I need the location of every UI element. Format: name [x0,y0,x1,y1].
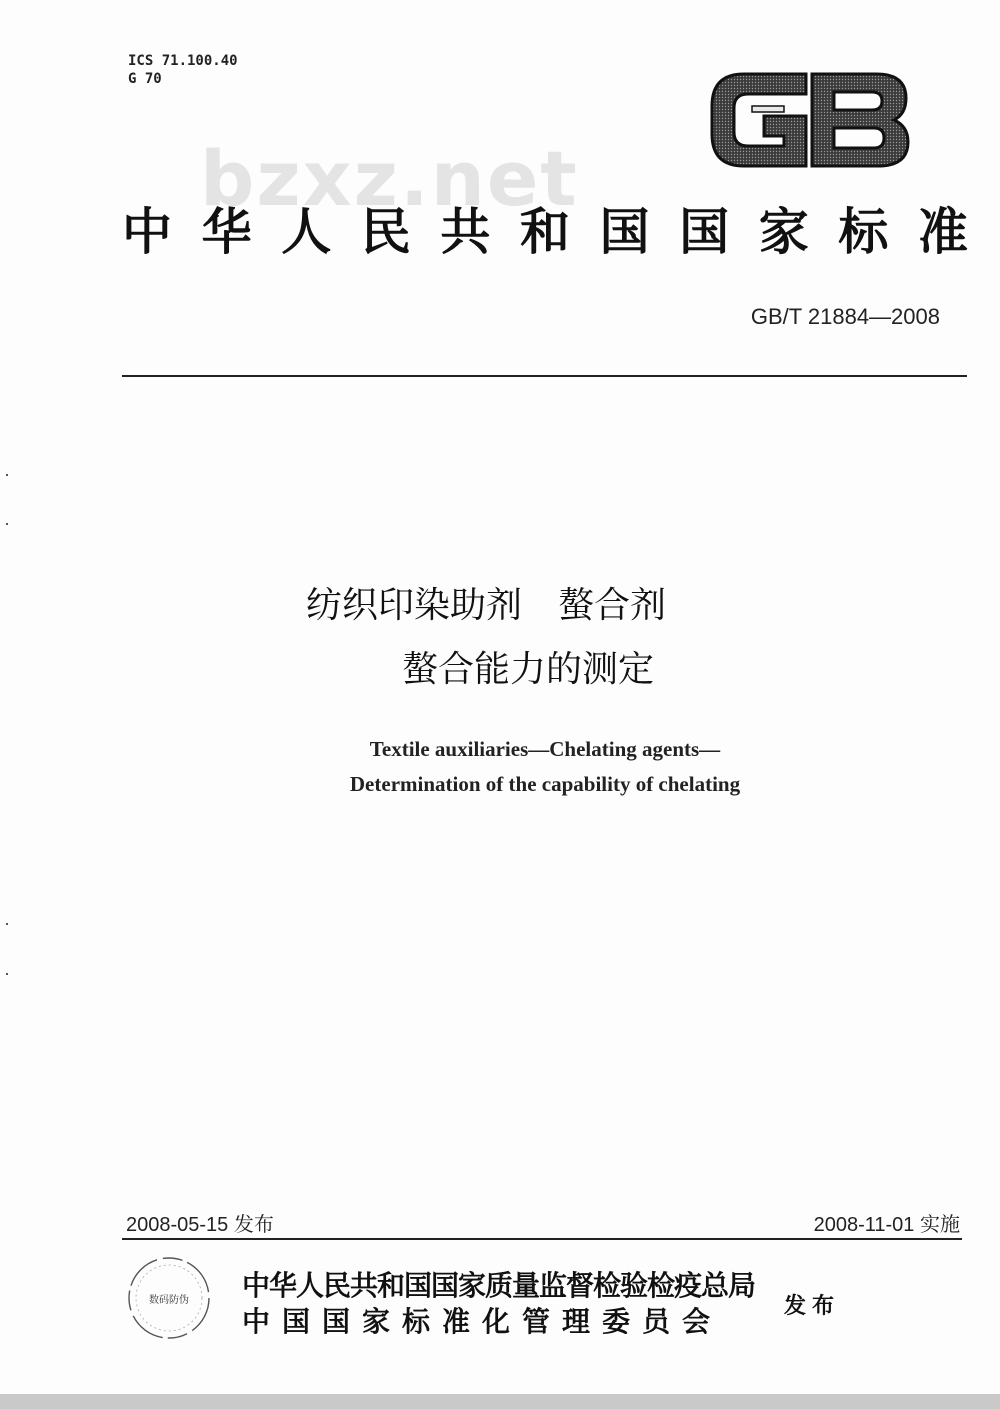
classification-codes [128,52,238,88]
english-title-line-1: Textile auxiliaries—Chelating agents— [369,737,721,761]
chinese-title-line-1: 纺织印染助剂 螯合剂 [306,585,667,626]
english-title-line-2: Determination of the capability of chelating [349,772,741,796]
page-bottom-band [0,1394,1000,1409]
gb-logo-icon [706,66,912,174]
ccs-code: G 70 [128,71,162,87]
header-divider [122,375,967,377]
seal-label: 数码防伪 [149,1295,189,1306]
issuer-aqsiq: 中华人民共和国国家质量监督检验检疫总局 [242,1269,756,1302]
margin-mark [6,973,8,975]
chinese-title-line-2: 螯合能力的测定 [402,649,655,690]
ics-code: ICS 71.100.40 [128,53,238,69]
issuer-sac: 中国国家标准化管理委员会 [242,1305,723,1338]
implementation-date: 2008-11-01 实施 [813,1214,960,1236]
issuing-agencies [242,1268,755,1340]
standard-number: GB/T 21884—2008 [750,304,940,329]
margin-mark [6,474,8,476]
publish-label: 发布 [784,1294,841,1319]
anti-counterfeit-seal [126,1255,212,1341]
english-title [0,732,1000,802]
gb-logo [706,66,912,174]
issue-date: 2008-05-15 发布 [126,1214,274,1236]
margin-mark [6,923,8,925]
margin-mark [6,523,8,525]
footer-divider [122,1238,962,1240]
national-standard-heading: 中华人民共和国国家标准 [122,203,968,261]
watermark: bzxz.net [200,134,579,223]
